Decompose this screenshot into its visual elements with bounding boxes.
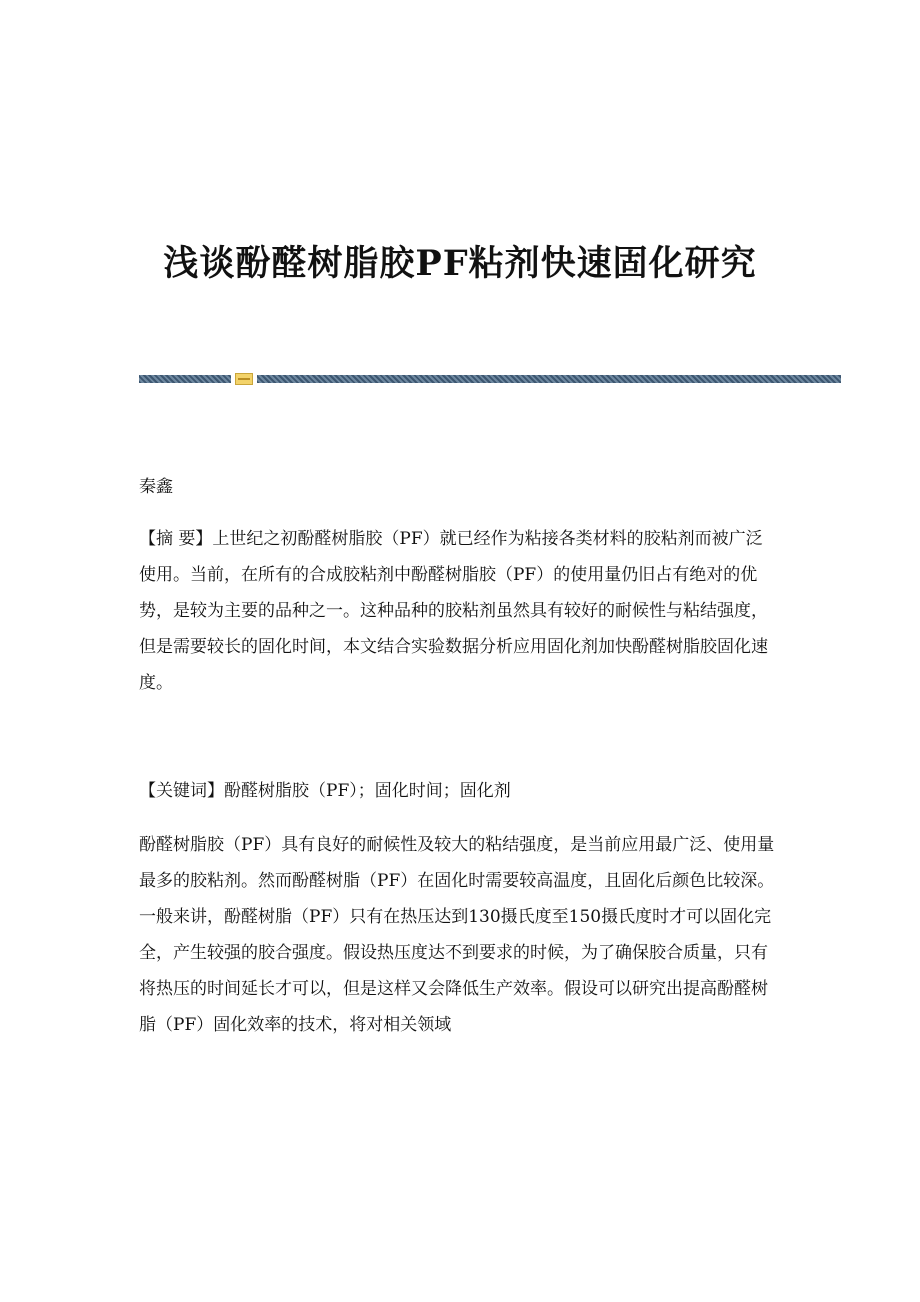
keywords-text: 酚醛树脂胶（PF）；固化时间；固化剂 <box>224 781 511 801</box>
page-title: 浅谈酚醛树脂胶PF粘剂快速固化研究 <box>163 243 757 285</box>
divider-bar-left <box>139 375 231 383</box>
abstract-label: 【摘 要】 <box>139 529 213 549</box>
keywords-label: 【关键词】 <box>139 781 224 801</box>
title-divider <box>139 375 841 383</box>
keywords-paragraph <box>139 773 779 809</box>
divider-bar-right <box>257 375 841 383</box>
author-name: 秦鑫 <box>139 477 173 497</box>
abstract-text: 上世纪之初酚醛树脂胶（PF）就已经作为粘接各类材料的胶粘剂而被广泛使用。当前，在所有的合成胶粘剂中酚醛树脂胶（PF）的使用量仍旧占有绝对的优势，是较为主要的品种之一。这种品种的胶粘剂虽然具有较好的耐候性与粘结强度，但是需要较长的固化时间，本文结合实验数据分析应用固化剂加快酚醛树脂胶固化速度。 <box>139 529 768 693</box>
abstract-paragraph <box>139 521 779 701</box>
divider-ornament-icon <box>235 373 253 385</box>
body-paragraph: 酚醛树脂胶（PF）具有良好的耐候性及较大的粘结强度，是当前应用最广泛、使用量最多的胶粘剂。然而酚醛树脂（PF）在固化时需要较高温度，且固化后颜色比较深。一般来讲，酚醛树脂（PF）只有在热压达到130摄氏度至150摄氏度时才可以固化完全，产生较强的胶合强度。假设热压度达不到要求的时候，为了确保胶合质量，只有将热压的时间延长才可以，但是这样又会降低生产效率。假设可以研究出提高酚醛树脂（PF）固化效率的技术，将对相关领域 <box>139 835 775 1035</box>
